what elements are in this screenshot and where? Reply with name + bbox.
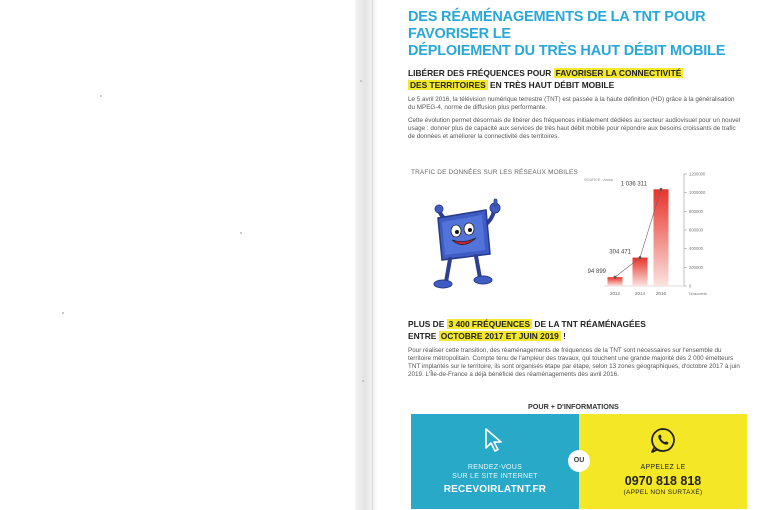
page-title-line1: DES RÉAMÉNAGEMENTS DE LA TNT POUR FAVORISER LE [408, 9, 706, 42]
trend-point [614, 276, 617, 279]
website-cta-line1: RENDEZ-VOUS [467, 464, 523, 471]
scan-speck [360, 80, 362, 82]
x-tick-label: 2016 [655, 291, 667, 296]
chart-title: TRAFIC DE DONNÉES SUR LES RÉSEAUX MOBILES [411, 169, 578, 176]
section1-highlight-1: FAVORISER LA CONNECTIVITÉ [555, 68, 682, 78]
traffic-chart [378, 0, 765, 320]
y-tick-label: 200000 [689, 264, 703, 270]
section1-heading-pre: LIBÉRER DES FRÉQUENCES POUR [408, 68, 552, 78]
page-title-line2: DÉPLOIEMENT DU TRÈS HAUT DÉBIT MOBILE [408, 43, 726, 59]
or-badge: OU [568, 450, 590, 472]
phone-cta[interactable] [579, 414, 747, 509]
section1-heading-post: EN TRÈS HAUT DÉBIT MOBILE [490, 80, 615, 90]
y-tick-label: 1200000 [689, 171, 706, 177]
bar [654, 189, 669, 286]
phone-bubble-icon [649, 426, 677, 454]
page-fold [355, 0, 377, 510]
section1-highlight-2: DES TERRITOIRES [410, 80, 486, 90]
bar-value-label: 1 036 311 [620, 181, 647, 188]
phone-number[interactable]: 0970 818 818 [624, 474, 702, 488]
section1-paragraph-2: Cette évolution permet désormais de libérer des fréquences initialement dédiées au secteur audiovisuel pour un nouvel usage : donner plus de capacité aux services de très haut débit mobile pour répondre aux besoins croissants de trafic de données et améliorer la connectivité des territoires. [408, 117, 741, 141]
section2-heading-pre2: ENTRE [408, 331, 437, 341]
document-page [378, 0, 765, 510]
section2-highlight-1: 3 400 FRÉQUENCES [448, 319, 531, 329]
website-link[interactable]: RECEVOIRLATNT.FR [443, 484, 547, 495]
chart-source: SOURCE : Arcep [584, 178, 614, 182]
section2-highlight-2: OCTOBRE 2017 ET JUIN 2019 [440, 331, 559, 341]
scan-speck [100, 95, 102, 97]
scan-speck [362, 380, 364, 382]
phone-cta-line1: APPELEZ LE [640, 464, 686, 471]
info-heading: POUR + D'INFORMATIONS [528, 402, 619, 411]
section1-paragraph-1: Le 5 avril 2016, la télévision numérique terrestre (TNT) est passée à la haute définition (HD) grâce à la généralisation du MPEG-4, norme de diffusion plus performante. [408, 96, 735, 112]
y-tick-label: 400000 [689, 246, 703, 252]
scan-speck [240, 232, 242, 234]
y-axis-label: Téraoctets [688, 291, 707, 296]
bar-value-label: 94 899 [587, 269, 606, 276]
scan-speck [62, 312, 64, 314]
x-tick-label: 2014 [634, 291, 646, 296]
page-fold-line [372, 0, 373, 510]
y-tick-label: 0 [689, 283, 692, 289]
section2-paragraph: Pour réaliser cette transition, des réaménagements de fréquences de la TNT sont nécessaires sur l'ensemble du territoire métropolitain. Compte tenu de l'ampleur des travaux, qui touchent une grande majorité des 2 000 émetteurs TNT implantés sur le territoire, ils sont organisés étape par étape, selon 13 zones géographiques, d'octobre 2017 à juin 2019. L'Île-de-France a déjà bénéficié des réaménagements dès avril 2016. [408, 347, 740, 379]
y-tick-label: 800000 [689, 208, 703, 214]
trend-point [660, 188, 663, 191]
phone-cta-note: (APPEL NON SURTAXÉ) [623, 489, 703, 496]
section2-heading-pre: PLUS DE [408, 319, 445, 329]
website-cta-line2: SUR LE SITE INTERNET [452, 473, 538, 480]
y-tick-label: 1000000 [689, 190, 706, 196]
section2-heading-mid: DE LA TNT RÉAMÉNAGÉES [534, 319, 646, 329]
section2-heading-post: ! [563, 331, 566, 341]
website-cta[interactable] [411, 414, 579, 509]
y-tick-label: 600000 [689, 227, 703, 233]
cursor-arrow-icon [482, 426, 504, 454]
bar-value-label: 304 471 [609, 249, 631, 256]
section2-heading [408, 318, 738, 342]
trend-point [639, 256, 642, 259]
x-tick-label: 2012 [609, 291, 621, 296]
